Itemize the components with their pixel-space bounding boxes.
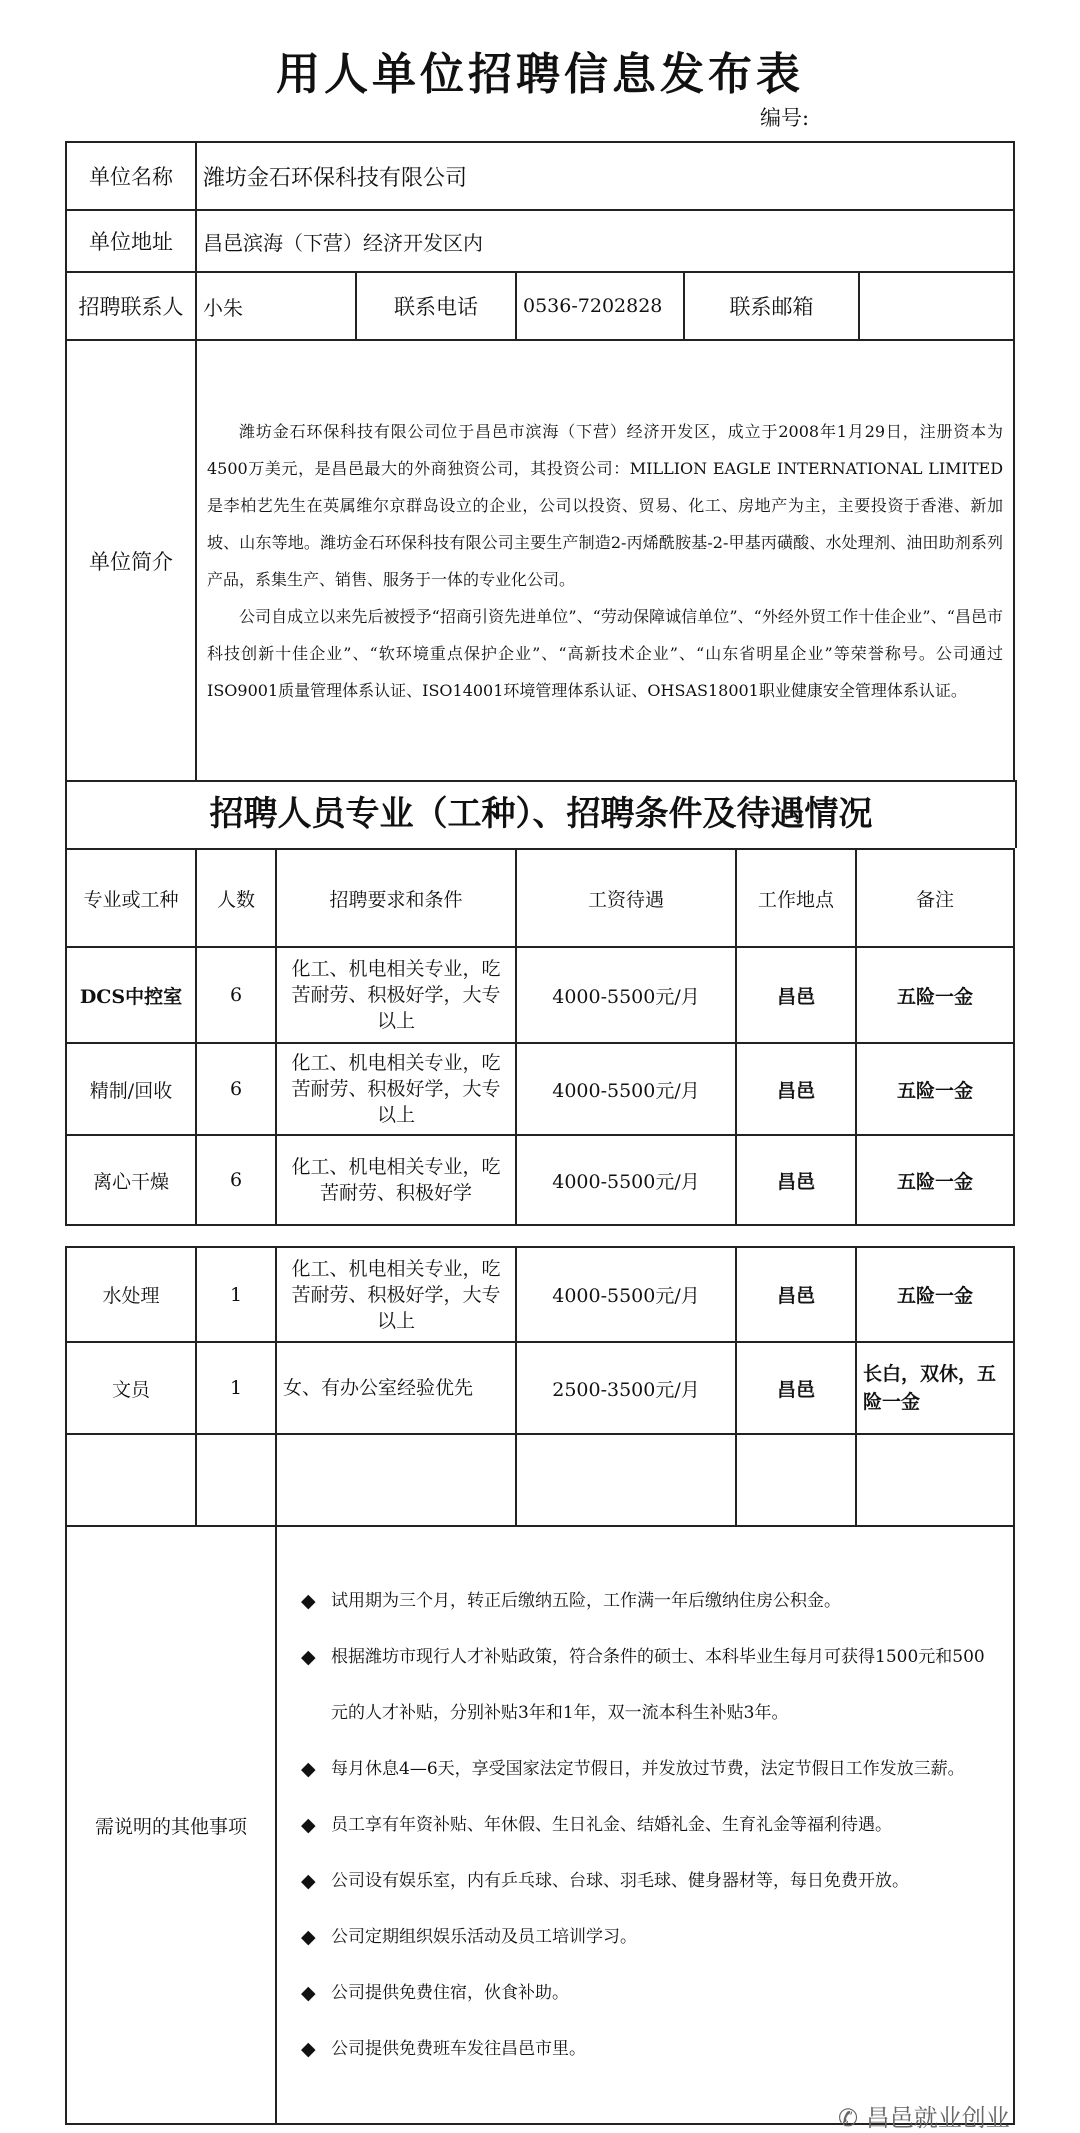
company-address: 昌邑滨海（下营）经济开发区内 — [196, 210, 1014, 272]
job-note: 五险一金 — [856, 1135, 1014, 1225]
list-item: ◆ 根据潍坊市现行人才补贴政策，符合条件的硕士、本科毕业生每月可获得1500元和500元的人才补贴，分别补贴3年和1年，双一流本科生补贴3年。 — [301, 1629, 999, 1741]
job-note: 五险一金 — [856, 1043, 1014, 1135]
diamond-bullet-icon: ◆ — [301, 1982, 316, 2004]
table-row — [66, 1342, 1014, 1434]
company-address-label: 单位地址 — [66, 210, 196, 272]
job-location: 昌邑 — [736, 1043, 856, 1135]
job-note: 五险一金 — [856, 1247, 1014, 1342]
wechat-icon: ✆ — [838, 2104, 859, 2132]
jobs-table-continued — [65, 1246, 1015, 2125]
list-item: ◆ 每月休息4—6天，享受国家法定节假日，并发放过节费，法定节假日工作发放三薪。 — [301, 1741, 999, 1797]
job-location: 昌邑 — [736, 1247, 856, 1342]
company-name: 潍坊金石环保科技有限公司 — [196, 142, 1014, 210]
job-note: 五险一金 — [856, 947, 1014, 1043]
empty-row — [66, 1434, 1014, 1526]
diamond-bullet-icon: ◆ — [301, 1926, 316, 1948]
list-item: ◆ 公司设有娱乐室，内有乒乓球、台球、羽毛球、健身器材等，每日免费开放。 — [301, 1853, 999, 1909]
job-title: 精制/回收 — [66, 1043, 196, 1135]
job-requirements: 化工、机电相关专业，吃苦耐劳、积极好学，大专以上 — [276, 1247, 516, 1342]
email-value — [859, 272, 1014, 340]
job-count: 1 — [196, 1247, 276, 1342]
diamond-bullet-icon: ◆ — [301, 1758, 316, 1780]
diamond-bullet-icon: ◆ — [301, 1590, 316, 1612]
watermark: ✆ 昌邑就业创业 — [838, 2104, 1010, 2132]
header-cell: 工作地点 — [736, 849, 856, 947]
notes-list — [276, 1526, 1014, 2124]
table-row — [66, 1247, 1014, 1342]
job-title: 水处理 — [66, 1247, 196, 1342]
job-count: 6 — [196, 947, 276, 1043]
header-cell: 工资待遇 — [516, 849, 736, 947]
header-cell: 招聘要求和条件 — [276, 849, 516, 947]
job-note: 长白，双休，五险一金 — [856, 1342, 1014, 1434]
list-item: ◆ 公司提供免费住宿，伙食补助。 — [301, 1965, 999, 2021]
diamond-bullet-icon: ◆ — [301, 1870, 316, 1892]
job-requirements: 化工、机电相关专业，吃苦耐劳、积极好学 — [276, 1135, 516, 1225]
page-title: 用人单位招聘信息发布表 — [276, 49, 804, 100]
diamond-bullet-icon: ◆ — [301, 2038, 316, 2060]
intro-paragraph: 公司自成立以来先后被授予“招商引资先进单位”、“劳动保障诚信单位”、“外经外贸工作十佳企业”、“昌邑市科技创新十佳企业”、“软环境重点保护企业”、“高新技术企业”、“山东省明星企业”等荣誉称号。公司通过ISO9001质量管理体系认证、ISO14001环境管理体系认证、OHSAS18001职业健康安全管理体系认证。 — [207, 606, 1004, 700]
job-title: 离心干燥 — [66, 1135, 196, 1225]
list-item: ◆ 公司定期组织娱乐活动及员工培训学习。 — [301, 1909, 999, 1965]
job-count: 6 — [196, 1043, 276, 1135]
header-cell: 备注 — [856, 849, 1014, 947]
job-salary: 4000-5500元/月 — [516, 1247, 736, 1342]
jobs-table — [65, 848, 1015, 1226]
job-requirements: 化工、机电相关专业，吃苦耐劳、积极好学，大专以上 — [276, 947, 516, 1043]
intro-label: 单位简介 — [66, 340, 196, 781]
phone-label: 联系电话 — [356, 272, 516, 340]
list-item: ◆ 公司提供免费班车发往昌邑市里。 — [301, 2021, 999, 2077]
job-title: 文员 — [66, 1342, 196, 1434]
job-title: DCS中控室 — [66, 947, 196, 1043]
email-label: 联系邮箱 — [684, 272, 859, 340]
table-row — [66, 947, 1014, 1043]
company-info-table — [65, 141, 1015, 782]
contact-name: 小朱 — [196, 272, 356, 340]
table-row — [66, 1043, 1014, 1135]
job-count: 6 — [196, 1135, 276, 1225]
job-location: 昌邑 — [736, 947, 856, 1043]
contact-label: 招聘联系人 — [66, 272, 196, 340]
intro-paragraph: 潍坊金石环保科技有限公司位于昌邑市滨海（下营）经济开发区，成立于2008年1月29日，注册资本为4500万美元，是昌邑最大的外商独资公司，其投资公司：MILLION EAGLE INTERNATIONAL LIMITED是李柏艺先生在英属维尔京群岛设立的企业，公司以投资、贸易、化工、房地产为主，主要投资于香港、新加坡、山东等地。潍坊金石环保科技有限公司主要生产制造2-丙烯酰胺基-2-甲基丙磺酸、水处理剂、油田助剂系列产品，系集生产、销售、服务于一体的专业化公司。 — [207, 421, 1004, 589]
job-salary: 4000-5500元/月 — [516, 1043, 736, 1135]
jobs-section-title: 招聘人员专业（工种）、招聘条件及待遇情况 — [65, 780, 1017, 848]
diamond-bullet-icon: ◆ — [301, 1814, 316, 1836]
job-salary: 4000-5500元/月 — [516, 947, 736, 1043]
job-count: 1 — [196, 1342, 276, 1434]
job-location: 昌邑 — [736, 1135, 856, 1225]
job-requirements: 女、有办公室经验优先 — [276, 1342, 516, 1434]
diamond-bullet-icon: ◆ — [301, 1646, 316, 1668]
job-salary: 4000-5500元/月 — [516, 1135, 736, 1225]
job-salary: 2500-3500元/月 — [516, 1342, 736, 1434]
company-name-label: 单位名称 — [66, 142, 196, 210]
header-cell: 专业或工种 — [66, 849, 196, 947]
notes-label: 需说明的其他事项 — [66, 1526, 276, 2124]
list-item: ◆ 员工享有年资补贴、年休假、生日礼金、结婚礼金、生育礼金等福利待遇。 — [301, 1797, 999, 1853]
serial-number-label: 编号: — [760, 106, 810, 130]
header-cell: 人数 — [196, 849, 276, 947]
phone-number: 0536-7202828 — [516, 272, 684, 340]
job-location: 昌邑 — [736, 1342, 856, 1434]
list-item: ◆ 试用期为三个月，转正后缴纳五险，工作满一年后缴纳住房公积金。 — [301, 1573, 999, 1629]
company-intro — [196, 340, 1014, 781]
job-requirements: 化工、机电相关专业，吃苦耐劳、积极好学，大专以上 — [276, 1043, 516, 1135]
table-row — [66, 1135, 1014, 1225]
